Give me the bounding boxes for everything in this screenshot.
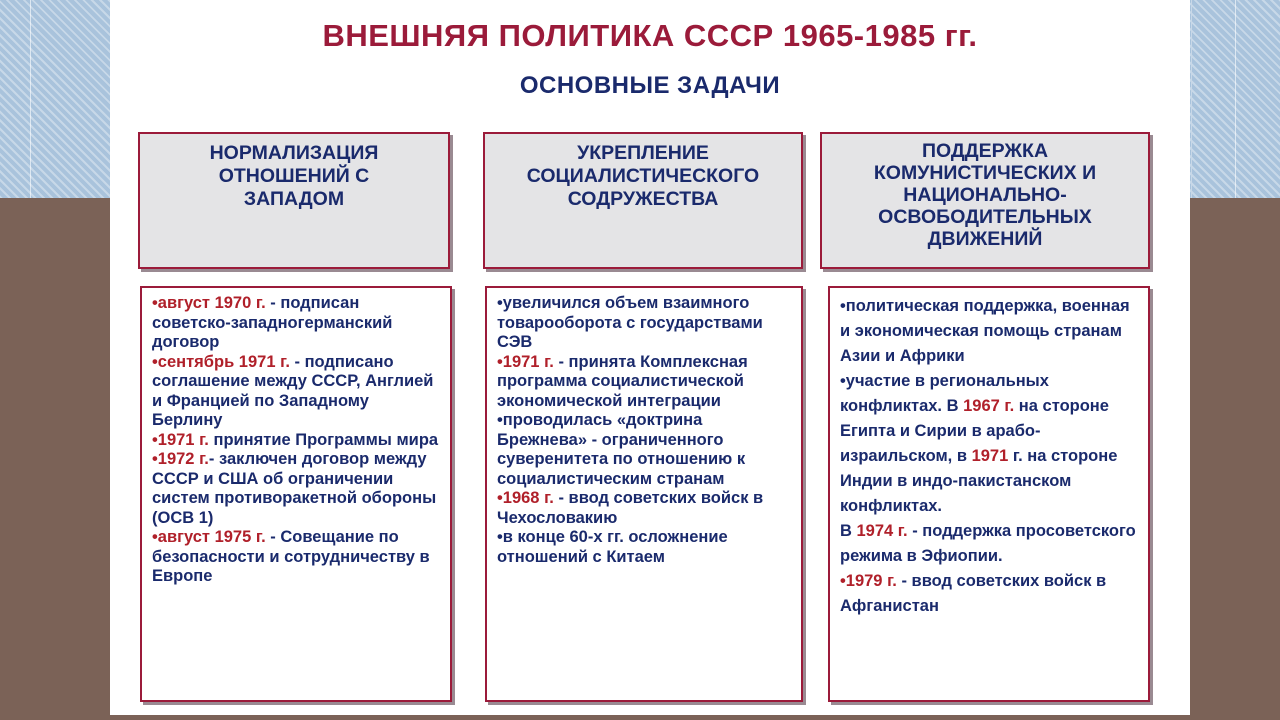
bullet: • — [152, 294, 158, 312]
list-item — [840, 519, 1140, 569]
body-box-west — [140, 286, 452, 702]
bullet: • — [497, 489, 503, 507]
item-text: проводилась «доктрина Брежнева» - ограниченного суверенитета по отношению к социалистическим странам — [497, 411, 746, 488]
item-text: принятие Программы мира — [208, 430, 439, 449]
item-text: увеличился объем взаимного товарооборота с государствами СЭВ — [497, 294, 763, 351]
bullet: • — [840, 372, 846, 390]
heading-line: ДВИЖЕНИЙ — [927, 228, 1043, 250]
bullet: • — [152, 528, 158, 546]
item-text: - поддержка просоветского режима в Эфиопии. — [840, 522, 1136, 565]
date: 1974 г. — [856, 522, 908, 540]
heading-box-socialist — [483, 132, 803, 269]
date: 1979 г. — [845, 572, 897, 590]
item-text: г. на стороне Индии в индо-пакистанском конфликтах. — [840, 447, 1118, 515]
list-item — [497, 411, 793, 489]
list-item — [152, 528, 442, 587]
list-item — [840, 369, 1140, 519]
bullet: • — [152, 450, 158, 468]
heading-line: ПОДДЕРЖКА — [921, 140, 1049, 162]
item-text: - заключен договор между СССР и США об ограничении систем противоракетной обороны (ОСВ 1) — [152, 450, 437, 527]
body-box-support — [828, 286, 1150, 702]
list-item — [152, 450, 442, 528]
bullet: • — [840, 572, 846, 590]
list-item — [497, 294, 793, 353]
list-item — [152, 294, 442, 353]
body-box-socialist — [485, 286, 803, 702]
item-text: - ввод советских войск в Афганистан — [840, 572, 1107, 615]
item-text: участие в региональных конфликтах. В — [840, 372, 1049, 415]
item-text: В — [840, 522, 857, 540]
bullet: • — [497, 528, 503, 546]
heading-line: ОТНОШЕНИЙ С — [218, 165, 370, 187]
bullet: • — [497, 294, 503, 312]
heading-line: СОЦИАЛИСТИЧЕСКОГО — [526, 165, 760, 187]
list-item — [497, 353, 793, 412]
item-text: - подписан советско-западногерманский договор — [152, 294, 393, 351]
item-text: на стороне Египта и Сирии в арабо-израильском, в — [840, 397, 1109, 465]
heading-line: СОДРУЖЕСТВА — [567, 188, 719, 210]
background-line — [30, 0, 76, 198]
heading-box-support — [820, 132, 1150, 269]
background-line — [1235, 0, 1280, 198]
bullet: • — [497, 411, 503, 429]
list-item — [840, 294, 1140, 369]
item-text: - Совещание по безопасности и сотрудничеству в Европе — [152, 528, 430, 585]
date: 1971 — [971, 447, 1009, 465]
item-text: политическая поддержка, военная и экономическая помощь странам Азии и Африки — [840, 297, 1130, 365]
date: август 1970 г. — [157, 294, 266, 312]
date: 1972 г. — [157, 450, 209, 468]
list-item — [840, 569, 1140, 619]
bullet: • — [497, 352, 503, 371]
date: август 1975 г. — [157, 528, 266, 546]
item-text: - подписано соглашение между СССР, Англией и Францией по Западному Берлину — [152, 352, 434, 429]
date: 1971 г. — [157, 430, 209, 449]
date: 1968 г. — [502, 489, 554, 507]
item-text: в конце 60-х гг. осложнение отношений с Китаем — [497, 528, 728, 566]
slide — [110, 0, 1190, 715]
date: 1967 г. — [963, 397, 1015, 415]
heading-box-west — [138, 132, 450, 269]
heading-line: ОСВОБОДИТЕЛЬНЫХ — [878, 206, 1092, 228]
slide-title: ВНЕШНЯЯ ПОЛИТИКА СССР 1965-1985 гг. — [322, 18, 978, 53]
heading-line: КОМУНИСТИЧЕСКИХ И — [873, 162, 1097, 184]
bullet: • — [152, 352, 158, 371]
heading-line: НОРМАЛИЗАЦИЯ — [209, 142, 379, 164]
date: 1971 г. — [502, 352, 554, 371]
list-item — [152, 431, 442, 451]
list-item — [497, 489, 793, 528]
list-item — [497, 528, 793, 567]
heading-line: НАЦИОНАЛЬНО- — [903, 184, 1067, 206]
list-item — [152, 353, 442, 431]
heading-line: УКРЕПЛЕНИЕ — [577, 142, 709, 164]
item-text: - ввод советских войск в Чехословакию — [497, 489, 764, 527]
bullet: • — [152, 430, 158, 449]
heading-line: ЗАПАДОМ — [243, 188, 345, 210]
bullet: • — [840, 297, 846, 315]
date: сентябрь 1971 г. — [157, 352, 290, 371]
slide-subtitle: ОСНОВНЫЕ ЗАДАЧИ — [519, 72, 781, 99]
item-text: - принята Комплексная программа социалистической экономической интеграции — [497, 352, 748, 410]
